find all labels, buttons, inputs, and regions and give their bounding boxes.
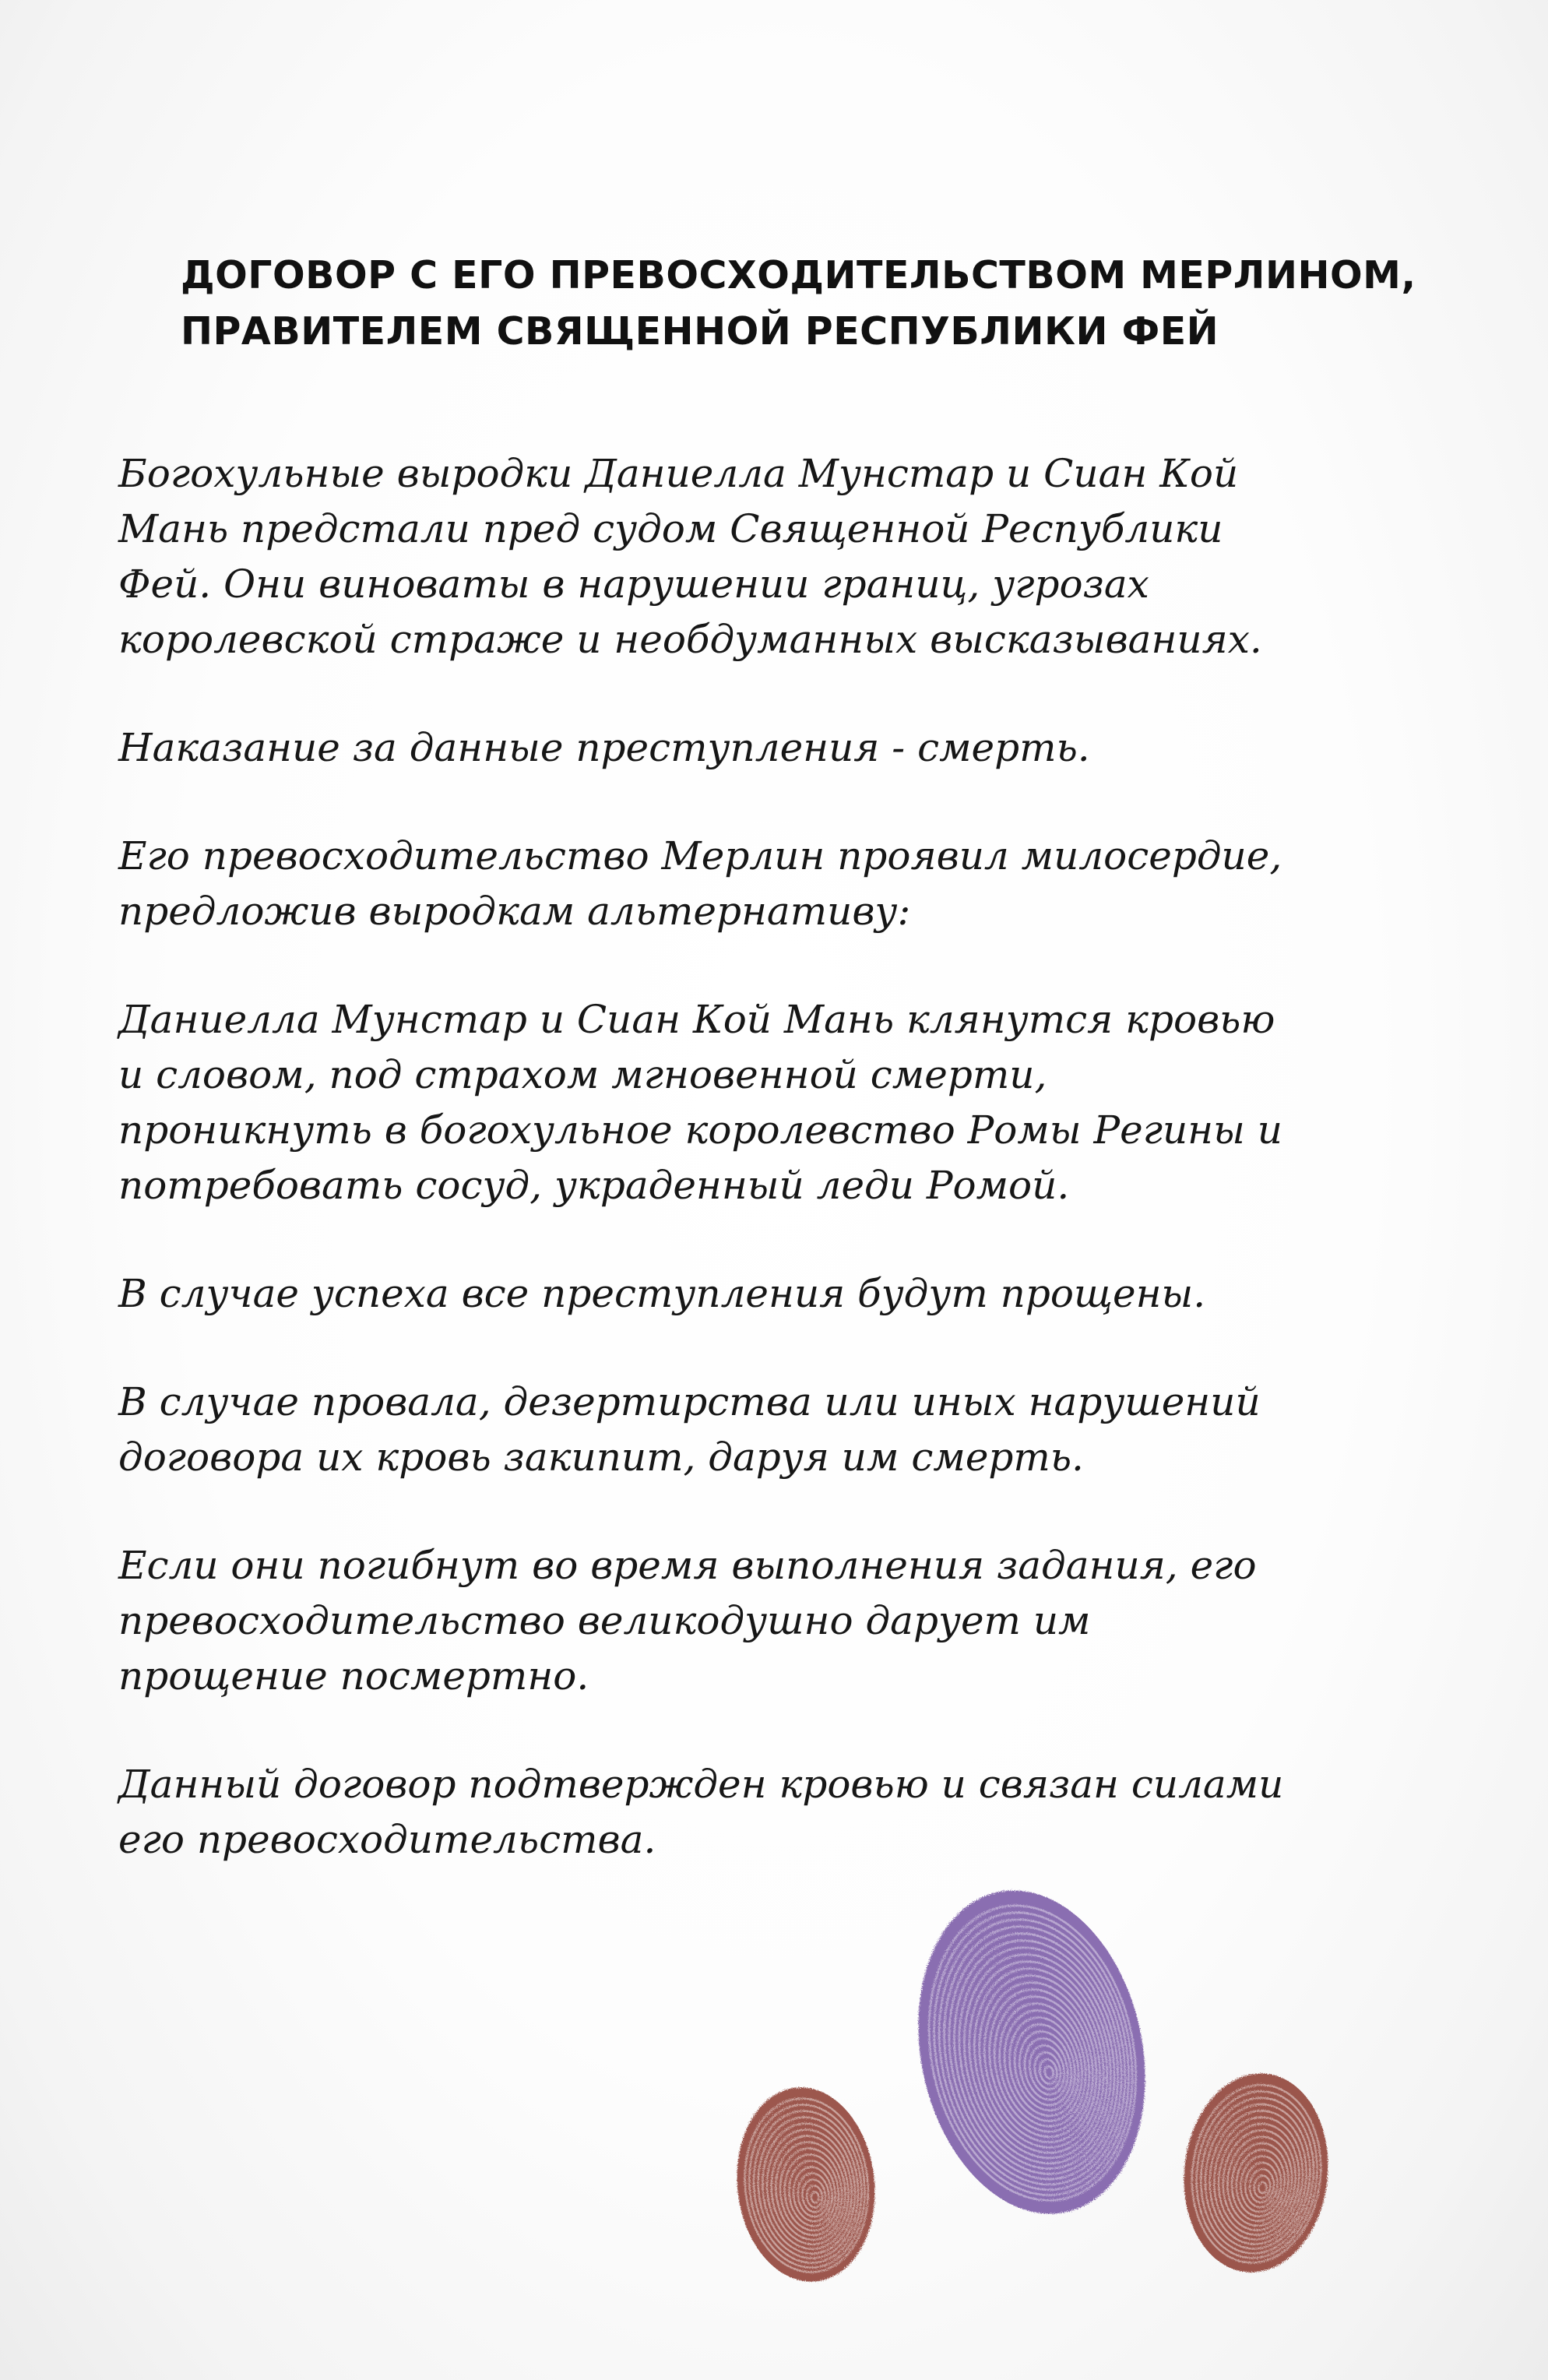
text-line: Данный договор подтвержден кровью и связан силами: [118, 1762, 1284, 1807]
fingerprint-icon: [1174, 2066, 1338, 2280]
contract-title-line-2: ПРАВИТЕЛЕМ СВЯЩЕННОЙ РЕСПУБЛИКИ ФЕЙ: [181, 309, 1219, 354]
paragraph-failure: [118, 1375, 1458, 1485]
text-line: Если они погибнут во время выполнения задания, его: [118, 1543, 1257, 1588]
paragraph-mercy: [118, 829, 1458, 939]
text-line: прощение посмертно.: [118, 1653, 589, 1699]
paragraph-success: [118, 1266, 1458, 1322]
text-line: договора их кровь закипит, даруя им смерть.: [118, 1435, 1084, 1480]
paragraph-seal: [118, 1757, 1458, 1868]
text-line: предложив выродкам альтернативу:: [118, 889, 911, 934]
text-line: превосходительство великодушно дарует им: [118, 1598, 1091, 1643]
text-line: и словом, под страхом мгновенной смерти,: [118, 1052, 1047, 1097]
text-line: В случае провала, дезертирства или иных нарушений: [118, 1379, 1261, 1424]
text-line: проникнуть в богохульное королевство Ромы Регины и: [118, 1107, 1282, 1153]
fingerprint-icon: [727, 2080, 884, 2288]
fingerprint-signatures: [724, 1869, 1363, 2336]
text-line: Даниелла Мунстар и Сиан Кой Мань клянутся кровью: [118, 997, 1275, 1042]
paragraph-posthumous: [118, 1538, 1458, 1704]
fingerprint-icon: [889, 1869, 1173, 2235]
text-line: королевской страже и необдуманных высказываниях.: [118, 617, 1262, 662]
contract-title-line-1: ДОГОВОР С ЕГО ПРЕВОСХОДИТЕЛЬСТВОМ МЕРЛИНОМ,: [181, 253, 1416, 298]
contract-title: [181, 248, 1416, 360]
text-line: потребовать сосуд, украденный леди Ромой.: [118, 1163, 1070, 1208]
text-line: Богохульные выродки Даниелла Мунстар и Сиан Кой: [118, 451, 1239, 496]
contract-body: [118, 446, 1458, 1921]
text-line: Фей. Они виноваты в нарушении границ, угрозах: [118, 562, 1149, 607]
text-line: Его превосходительство Мерлин проявил милосердие,: [118, 833, 1282, 878]
text-line: его превосходительства.: [118, 1817, 656, 1862]
text-line: В случае успеха все преступления будут прощены.: [118, 1271, 1206, 1316]
paragraph-charges: [118, 446, 1458, 667]
paragraph-oath: [118, 992, 1458, 1213]
text-line: Мань предстали пред судом Священной Республики: [118, 506, 1223, 551]
paragraph-punishment: [118, 720, 1458, 776]
text-line: Наказание за данные преступления - смерть.: [118, 725, 1090, 770]
